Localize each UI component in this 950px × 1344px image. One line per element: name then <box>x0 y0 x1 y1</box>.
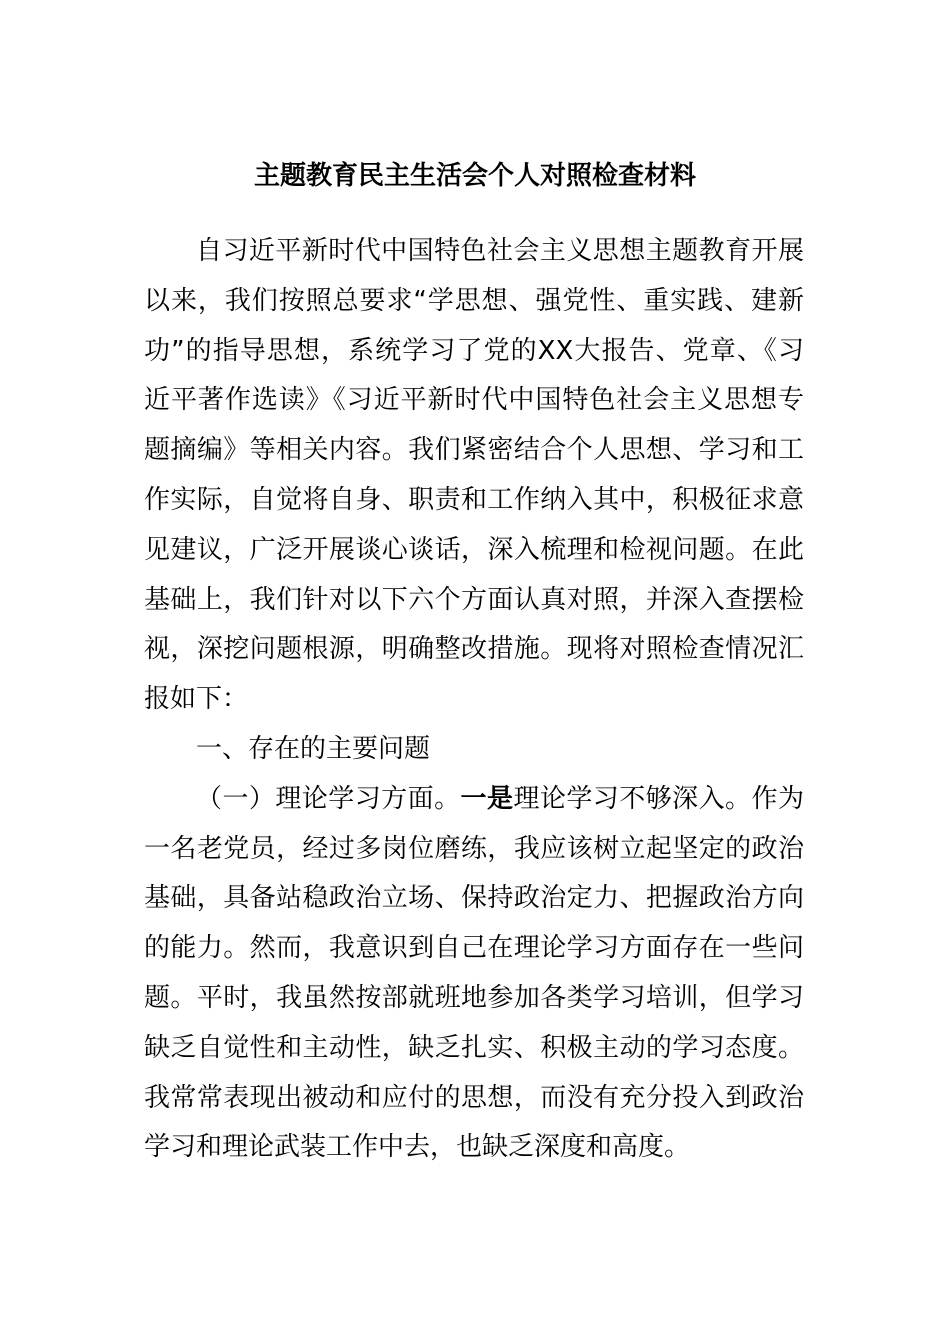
document-body <box>144 227 804 1173</box>
subsection-prefix: （一）理论学习方面。 <box>196 783 461 814</box>
subsection-text: 理论学习不够深入。作为一名老党员，经过多岗位磨练，我应该树立起坚定的政治基础，具备站稳政治立场、保持政治定力、把握政治方向的能力。然而，我意识到自己在理论学习方面存在一些问题。平时，我虽然按部就班地参加各类学习培训，但学习缺乏自觉性和主动性，缺乏扎实、积极主动的学习态度。我常常表现出被动和应付的思想，而没有充分投入到政治学习和理论武装工作中去，也缺乏深度和高度。 <box>144 783 804 1163</box>
document-title: 主题教育民主生活会个人对照检查材料 <box>253 161 696 191</box>
section-heading: 一、存在的主要问题 <box>196 733 431 764</box>
subsection-bold-lead: 一是 <box>460 783 514 814</box>
subsection-paragraph <box>144 775 804 1173</box>
intro-paragraph: 自习近平新时代中国特色社会主义思想主题教育开展以来，我们按照总要求“学思想、强党性、重实践、建新功”的指导思想，系统学习了党的XX大报告、党章、《习近平著作选读》《习近平新时代中国特色社会主义思想专题摘编》等相关内容。我们紧密结合个人思想、学习和工作实际，自觉将自身、职责和工作纳入其中，积极征求意见建议，广泛开展谈心谈话，深入梳理和检视问题。在此基础上，我们针对以下六个方面认真对照，并深入查摆检视，深挖问题根源，明确整改措施。现将对照检查情况汇报如下： <box>144 236 804 715</box>
